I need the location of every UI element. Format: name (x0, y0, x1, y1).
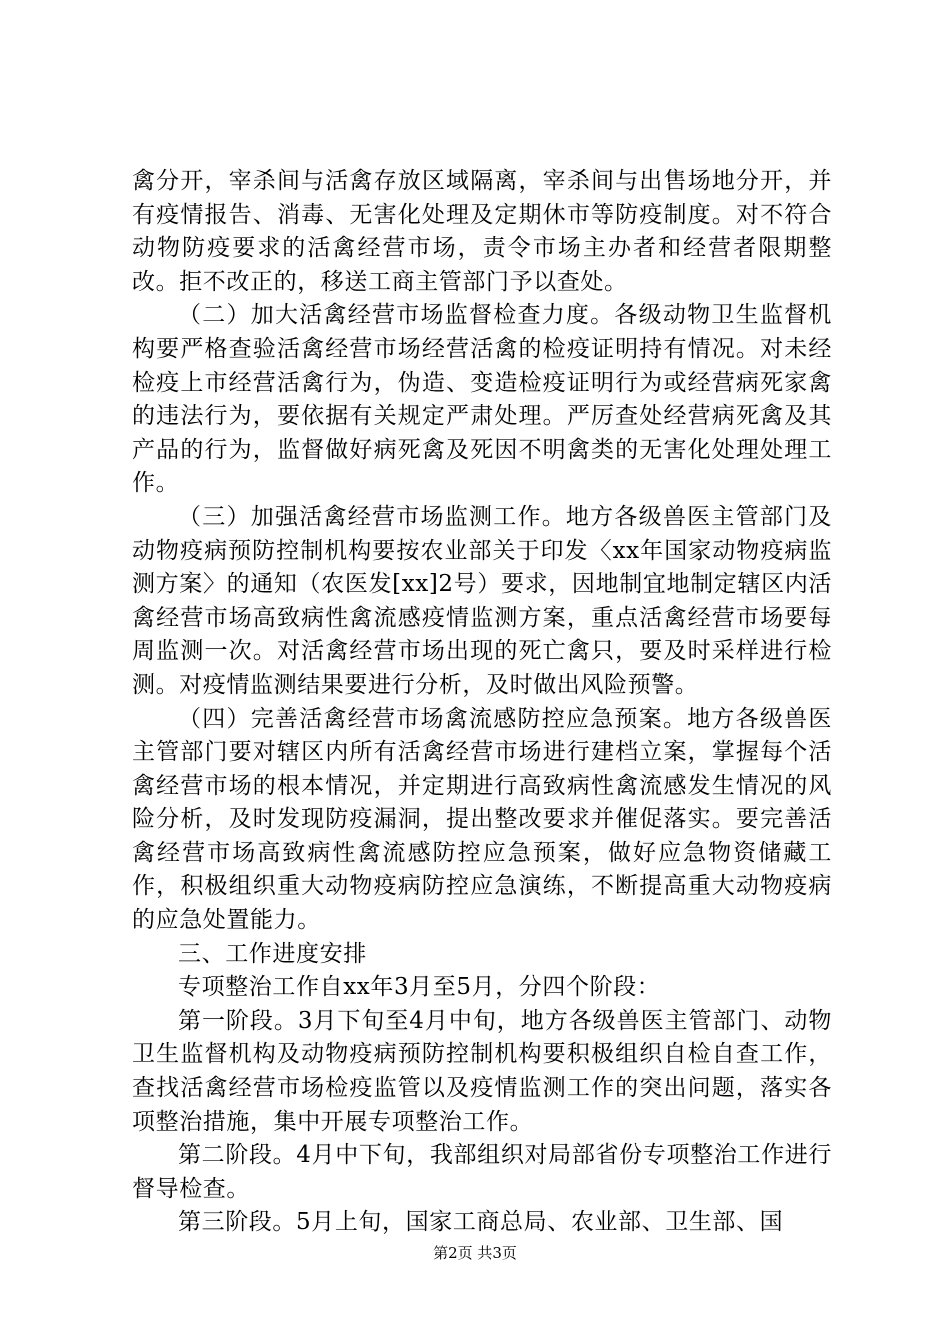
paragraph-section-4: （四）完善活禽经营市场禽流感防控应急预案。地方各级兽医主管部门要对辖区内所有活禽经营市场进行建档立案，掌握每个活禽经营市场的根本情况，并定期进行高致病性禽流感发生情况的风险分析，及时发现防疫漏洞，提出整改要求并催促落实。要完善活禽经营市场高致病性禽流感防控应急预案，做好应急物资储藏工作，积极组织重大动物疫病防控应急演练，不断提高重大动物疫病的应急处置能力。 (132, 705, 832, 934)
paragraph-stage-1: 第一阶段。3月下旬至4月中旬，地方各级兽医主管部门、动物卫生监督机构及动物疫病预防控制机构要积极组织自检自查工作，查找活禽经营市场检疫监管以及疫情监测工作的突出问题，落实各项整治措施，集中开展专项整治工作。 (132, 1007, 832, 1135)
document-body (132, 165, 832, 1240)
paragraph-schedule-intro: 专项整治工作自xx年3月至5月，分四个阶段： (178, 974, 661, 1001)
page-footer: 第2页 共3页 (433, 1244, 517, 1262)
paragraph-market-requirements: 禽分开，宰杀间与活禽存放区域隔离，宰杀间与出售场地分开，并有疫情报告、消毒、无害化处理及定期休市等防疫制度。对不符合动物防疫要求的活禽经营市场，责令市场主办者和经营者限期整改。拒不改正的，移送工商主管部门予以查处。 (132, 168, 832, 295)
paragraph-stage-3: 第三阶段。5月上旬，国家工商总局、农业部、卫生部、国 (178, 1209, 784, 1236)
paragraph-section-3: （三）加强活禽经营市场监测工作。地方各级兽医主管部门及动物疫病预防控制机构要按农业部关于印发〈xx年国家动物疫病监测方案〉的通知（农医发[xx]2号）要求，因地制宜地制定辖区内活禽经营市场高致病性禽流感疫情监测方案，重点活禽经营市场要每周监测一次。对活禽经营市场出现的死亡禽只，要及时采样进行检测。对疫情监测结果要进行分析，及时做出风险预警。 (132, 503, 832, 698)
paragraph-section-2: （二）加大活禽经营市场监督检查力度。各级动物卫生监督机构要严格查验活禽经营市场经营活禽的检疫证明持有情况。对未经检疫上市经营活禽行为，伪造、变造检疫证明行为或经营病死家禽的违法行为，要依据有关规定严肃处理。严厉查处经营病死禽及其产品的行为，监督做好病死禽及死因不明禽类的无害化处理处理工作。 (132, 302, 832, 497)
heading-schedule: 三、工作进度安排 (178, 940, 367, 967)
paragraph-stage-2: 第二阶段。4月中下旬，我部组织对局部省份专项整治工作进行督导检查。 (132, 1142, 832, 1202)
